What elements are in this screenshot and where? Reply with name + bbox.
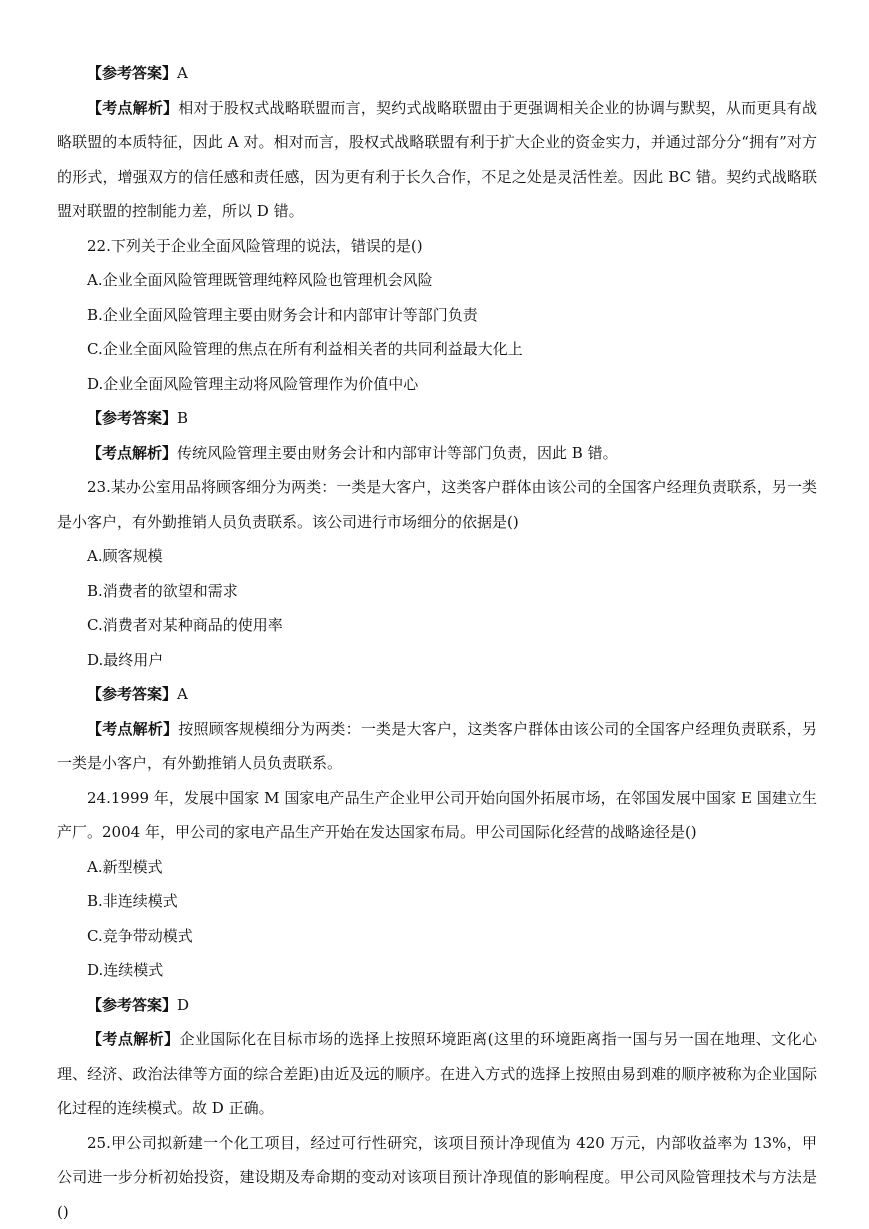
option-a: A.企业全面风险管理既管理纯粹风险也管理机会风险 — [57, 263, 817, 298]
answer-value: B — [177, 409, 188, 427]
answer-tag: 【参考答案】 — [87, 685, 177, 703]
option-b: B.企业全面风险管理主要由财务会计和内部审计等部门负责 — [57, 298, 817, 333]
question-23: 23.某办公室用品将顾客细分为两类：一类是大客户，这类客户群体由该公司的全国客户经理负责联系，另一类是小客户，有外勤推销人员负责联系。该公司进行市场细分的依据是() — [57, 470, 817, 539]
analysis-tag: 【考点解析】 — [87, 444, 177, 462]
answer-tag: 【参考答案】 — [87, 409, 177, 427]
analysis-paragraph — [57, 91, 817, 229]
analysis-text: 相对于股权式战略联盟而言，契约式战略联盟由于更强调相关企业的协调与默契，从而更具有战略联盟的本质特征，因此 A 对。相对而言，股权式战略联盟有利于扩大企业的资金实力，并通过部分分“拥有”对方的形式，增强双方的信任感和责任感，因为更有利于长久合作，不足之处是灵活性差。因此 BC 错。契约式战略联盟对联盟的控制能力差，所以 D 错。 — [57, 99, 817, 221]
option-d: D.连续模式 — [57, 953, 817, 988]
answer-line — [57, 677, 817, 712]
analysis-paragraph — [57, 712, 817, 781]
option-b: B.消费者的欲望和需求 — [57, 574, 817, 609]
option-d: D.最终用户 — [57, 643, 817, 678]
answer-value: A — [177, 685, 188, 703]
analysis-paragraph — [57, 1022, 817, 1126]
analysis-tag: 【考点解析】 — [87, 720, 178, 738]
answer-value: D — [177, 996, 189, 1014]
answer-line — [57, 401, 817, 436]
analysis-tag: 【考点解析】 — [87, 1030, 179, 1048]
question-24: 24.1999 年，发展中国家 M 国家电产品生产企业甲公司开始向国外拓展市场，在邻国发展中国家 E 国建立生产厂。2004 年，甲公司的家电产品生产开始在发达国家布局。甲公司国际化经营的战略途径是() — [57, 781, 817, 850]
answer-value: A — [177, 64, 188, 82]
analysis-paragraph — [57, 436, 817, 471]
option-c: C.竞争带动模式 — [57, 919, 817, 954]
document-body — [57, 56, 817, 1229]
analysis-text: 按照顾客规模细分为两类：一类是大客户，这类客户群体由该公司的全国客户经理负责联系，另一类是小客户，有外勤推销人员负责联系。 — [57, 720, 817, 773]
option-a: A.顾客规模 — [57, 539, 817, 574]
answer-line — [57, 988, 817, 1023]
option-c: C.企业全面风险管理的焦点在所有利益相关者的共同利益最大化上 — [57, 332, 817, 367]
answer-line — [57, 56, 817, 91]
option-a: A.新型模式 — [57, 850, 817, 885]
answer-tag: 【参考答案】 — [87, 996, 177, 1014]
option-d: D.企业全面风险管理主动将风险管理作为价值中心 — [57, 367, 817, 402]
analysis-tag: 【考点解析】 — [87, 99, 178, 117]
answer-tag: 【参考答案】 — [87, 64, 177, 82]
question-22: 22.下列关于企业全面风险管理的说法，错误的是() — [57, 229, 817, 264]
analysis-text: 企业国际化在目标市场的选择上按照环境距离(这里的环境距离指一国与另一国在地理、文化心理、经济、政治法律等方面的综合差距)由近及远的顺序。在进入方式的选择上按照由易到难的顺序被称为企业国际化过程的连续模式。故 D 正确。 — [57, 1030, 817, 1117]
analysis-text: 传统风险管理主要由财务会计和内部审计等部门负责，因此 B 错。 — [177, 444, 618, 462]
option-c: C.消费者对某种商品的使用率 — [57, 608, 817, 643]
question-25: 25.甲公司拟新建一个化工项目，经过可行性研究，该项目预计净现值为 420 万元，内部收益率为 13%，甲公司进一步分析初始投资，建设期及寿命期的变动对该项目预计净现值的影响程度。甲公司风险管理技术与方法是() — [57, 1126, 817, 1229]
option-b: B.非连续模式 — [57, 884, 817, 919]
